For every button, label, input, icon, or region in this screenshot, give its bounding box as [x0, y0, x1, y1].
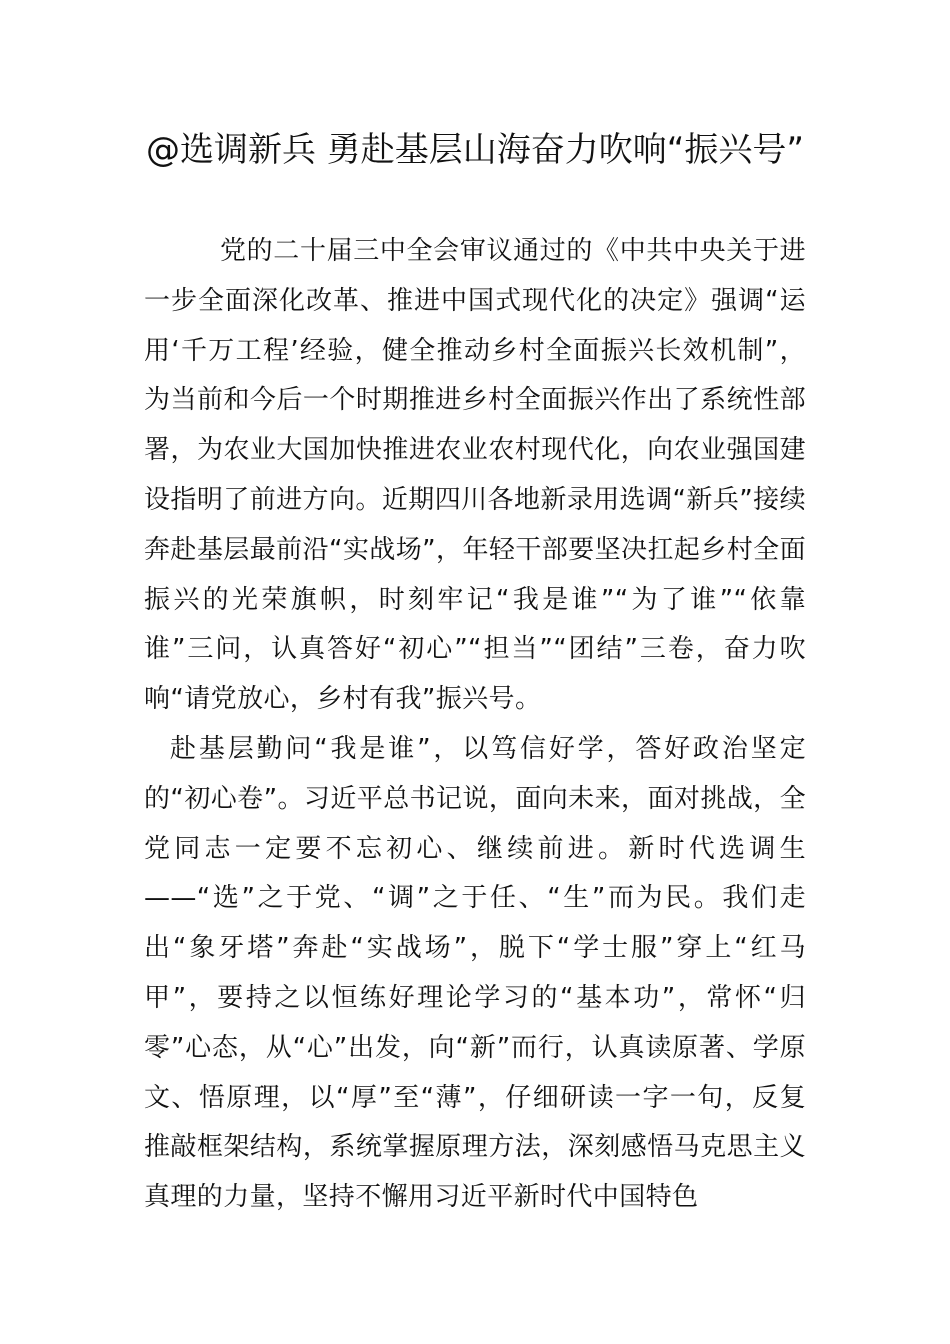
paragraph-2: 赴基层勤问“我是谁”，以笃信好学，答好政治坚定的“初心卷”。习近平总书记说，面向未来，面对挑战，全党同志一定要不忘初心、继续前进。新时代选调生——“选”之于党、“调”之于任、“生”而为民。我们走出“象牙塔”奔赴“实战场”，脱下“学士服”穿上“红马甲”，要持之以恒练好理论学习的“基本功”，常怀“归零”心态，从“心”出发，向“新”而行，认真读原著、学原文、悟原理，以“厚”至“薄”，仔细研读一字一句，反复推敲框架结构，系统掌握原理方法，深刻感悟马克思主义真理的力量，坚持不懈用习近平新时代中国特色: [144, 733, 806, 1213]
document-body: [144, 227, 806, 1223]
document-title: @选调新兵 勇赴基层山海奋力吹响“振兴号”: [145, 130, 805, 170]
paragraph-1: 党的二十届三中全会审议通过的《中共中央关于进一步全面深化改革、推进中国式现代化的决定》强调“运用‘千万工程’经验，健全推动乡村全面振兴长效机制”，为当前和今后一个时期推进乡村全面振兴作出了系统性部署，为农业大国加快推进农业农村现代化，向农业强国建设指明了前进方向。近期四川各地新录用选调“新兵”接续奔赴基层最前沿“实战场”，年轻干部要坚决扛起乡村全面振兴的光荣旗帜，时刻牢记“我是谁”“为了谁”“依靠谁”三问，认真答好“初心”“担当”“团结”三卷，奋力吹响“请党放心，乡村有我”振兴号。: [144, 236, 806, 715]
